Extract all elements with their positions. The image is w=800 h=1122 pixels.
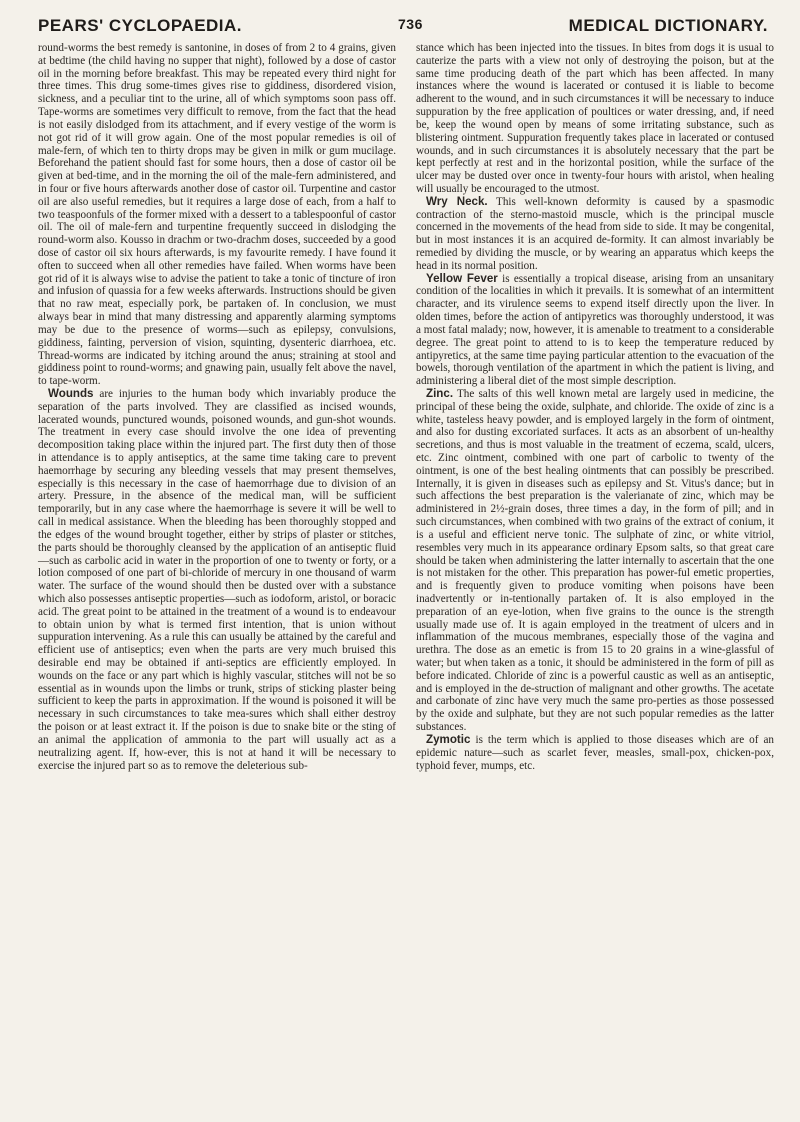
worms-continuation: round-worms the best remedy is santonine, in doses of from 2 to 4 grains, given at bedtime (the child having no supper that night), followed by a dose of castor oil in the morning before breakfast. This may be repeated every third night for three times. This drug some-times gives rise to giddiness, disordered vision, sickness, and a peculiar tint to the urine, all of which symptoms soon pass off. Tape-worms are sometimes very difficult to remove, from the fact that the head is not easily dislodged from its attachment, and if every vestige of the worm is not got rid of it will grow again. One of the most popular remedies is oil of male-fern, of which ten to thirty drops may be given in milk or gum mucilage. Beforehand the patient should fast for some hours, then a dose of castor oil be given at bed-time, and in the morning the oil of the male-fern administered, and in four or five hours afterwards another dose of castor oil. Turpentine and castor oil are also useful remedies, but it requires a large dose of each, from a half to two teaspoonfuls of the former mixed with a dessert to a tablespoonful of castor oil. The oil of male-fern and turpentine frequently succeed in dislodging the round-worm also. Kousso in drachm or two-drachm doses, succeeded by a good dose of castor oil six hours afterwards, is my favourite remedy. I have found it often to succeed when all other remedies have failed. When worms have been got rid of it is always wise to advise the patient to take a tonic of tincture of iron and infusion of quassia for a few weeks afterwards. Instructions should be given that no raw meat, especially pork, be partaken of. In conclusion, we must always bear in mind that many distressing and apparently alarming symptoms may be due to the presence of worms—such as epilepsy, convulsions, giddiness, fainting, perversion of vision, squinting, dysenteric diarrhoea, etc. Thread-worms are indicated by itching around the anus; straining at stool and giddiness point to round-worms; and gnawing pain, usually felt above the navel, to tape-worm. xyxy=(38,42,396,388)
entry-term-wounds: Wounds xyxy=(48,386,94,400)
page-number: 736 xyxy=(398,16,423,32)
entry-term-zymotic: Zymotic xyxy=(426,732,471,746)
entry-wry-neck xyxy=(416,196,774,273)
right-column xyxy=(416,42,774,772)
entry-text-yellow-fever: is essentially a tropical disease, arising from an unsanitary condition of the localities in which it prevails. It is somewhat of an intermittent character, and its virulence seems to expend itself directly upon the liver. In olden times, before the action of antipyretics was thoroughly understood, it was a most fatal malady; now, however, it is amenable to treatment to a considerable degree. The great point to attend to is to keep the temperature reduced by antipyretics, at the same time paying particular attention to the evacuation of the bowels, thorough ventilation of the apartment in which the patient is living, and administering a liberal diet of the most simple description. xyxy=(416,272,774,388)
entry-text-wry-neck: This well-known deformity is caused by a spasmodic contraction of the sterno-mastoid muscle, which is the principal muscle concerned in the movements of the head from side to side. It may be congenital, but in most instances it is an acquired de-formity. It can almost invariably be remedied by dividing the muscle, or by wearing an apparatus which keeps the head in its normal position. xyxy=(416,195,774,272)
entry-term-wry-neck: Wry Neck. xyxy=(426,194,488,208)
running-head xyxy=(38,14,774,38)
left-column xyxy=(38,42,396,772)
entry-term-yellow-fever: Yellow Fever xyxy=(426,271,498,285)
entry-yellow-fever xyxy=(416,273,774,388)
entry-zymotic xyxy=(416,734,774,772)
entry-text-wounds: are injuries to the human body which invariably produce the separation of the parts involved. They are classified as incised wounds, lacerated wounds, punctured wounds, poisoned wounds, and gun-shot wounds. The treatment in every case should involve the one idea of preventing decomposition taking place within the injured part. The first duty then of those in attendance is to apply antiseptics, at the same time taking care to prevent haemorrhage by securing any bleeding vessels that may present themselves, especially is this necessary in the case of haemorrhage due to division of an artery. Pressure, in the absence of the medical man, will be sufficient temporarily, but in any case where the haemorrhage is severe it will be well to call in medical assistance. When the bleeding has been thoroughly stopped and the edges of the wound brought together, either by strips of plaster or stitches, the parts should be thoroughly cleansed by the application of an antiseptic fluid—such as carbolic acid in water in the proportion of one to twenty or forty, or a lotion composed of one part of bi-chloride of mercury in one thousand of warm water. The surface of the wound should then be dusted over with a substance which also possesses antiseptic properties—such as iodoform, aristol, or boracic acid. The great point to be attained in the treatment of a wound is to endeavour to obtain union by what is termed first intention, that is union without suppuration intervening. As a rule this can usually be attained by the careful and efficient use of antiseptics; even when the parts are very much bruised this desirable end may be obtained if anti-septics are efficiently employed. In wounds on the face or any part which is highly vascular, stitches will not be so essential as in wounds upon the limbs or trunk, strips of sticking plaster being sufficient to keep the parts in approximation. If the wound is poisoned it will be necessary in such circumstances to take mea-sures which shall either destroy the poison or at least extract it. If the poison is due to snake bite or the sting of an animal the application of ammonia to the part will usually act as a neutralizing agent. If, how-ever, this is not at hand it will be necessary to exercise the injured part so as to remove the deleterious sub- xyxy=(38,387,396,772)
entry-wounds xyxy=(38,388,396,772)
entry-text-zymotic: is the term which is applied to those diseases which are of an epidemic nature—such as scarlet fever, measles, small-pox, chicken-pox, typhoid fever, mumps, etc. xyxy=(416,733,774,772)
entry-term-zinc: Zinc. xyxy=(426,386,454,400)
section-title: MEDICAL DICTIONARY. xyxy=(568,16,768,35)
entry-text-zinc: The salts of this well known metal are largely used in medicine, the principal of these being the oxide, sulphate, and chloride. The oxide of zinc is a white, tasteless heavy powder, and is employed largely in the form of ointment, and also for dusting excoriated surfaces. It acts as an absorbent of un-healthy secretions, and thus is most valuable in the treatment of eczema, scald, ulcers, etc. Zinc ointment, combined with one part of carbolic to twenty of the ointment, is one of the best healing ointments that can possibly be prescribed. Internally, it is given in diseases such as epilepsy and St. Vitus's dance; but in such affections the best preparation is the valerianate of zinc, which may be administered in 2½-grain doses, three times a day, in the form of pill; and in such circumstances, when combined with two grains of the extract of conium, it is a useful and efficient nerve tonic. The sulphate of zinc, or white vitriol, resembles very much in its appearance ordinary Epsom salts, so that great care should be taken when administering the latter internally to ascertain that the one is not mistaken for the other. This preparation has power-ful emetic properties, and is frequently given to produce vomiting when poisons have been inadvertently or in-tentionally partaken of. It is also employed in the preparation of an eye-lotion, when five grains to the ounce is the strength usually made use of. It is again employed in the treatment of ulcers and in inflammation of the mucous membranes, especially those of the vagina and urethra. The dose as an emetic is from 15 to 20 grains in a wine-glassful of water; but when taken as a tonic, it should be administered in the form of pill as before indicated. Chloride of zinc is a powerful caustic as well as an antiseptic, and is employed in the de-struction of malignant and other growths. The acetate and carbonate of zinc have very much the same pro-perties as those possessed by the oxide and sulphate, but they are not such popular remedies as the latter substances. xyxy=(416,387,774,734)
book-title: PEARS' CYCLOPAEDIA. xyxy=(38,16,243,35)
entry-zinc xyxy=(416,388,774,734)
wounds-continuation: stance which has been injected into the tissues. In bites from dogs it is usual to cauterize the parts with a view not only of destroying the poison, but at the same time producing death of the part which has been affected. In many instances where the wound is lacerated or contused it is liable to become adherent to the wound, and in such circumstances it will be necessary to induce suppuration by the free application of poultices or water dressing, and, if need be, keep the wound open by means of some irritating substance, such as blistering ointment. Suppuration frequently takes place in lacerated or contused wounds, and in such circumstances it is absolutely necessary that the part be kept perfectly at rest and in the horizontal position, while the surface of the ulcer may be dusted over once in twenty-four hours with aristol, when healing will usually be encouraged to the utmost. xyxy=(416,42,774,195)
text-columns xyxy=(38,42,775,772)
